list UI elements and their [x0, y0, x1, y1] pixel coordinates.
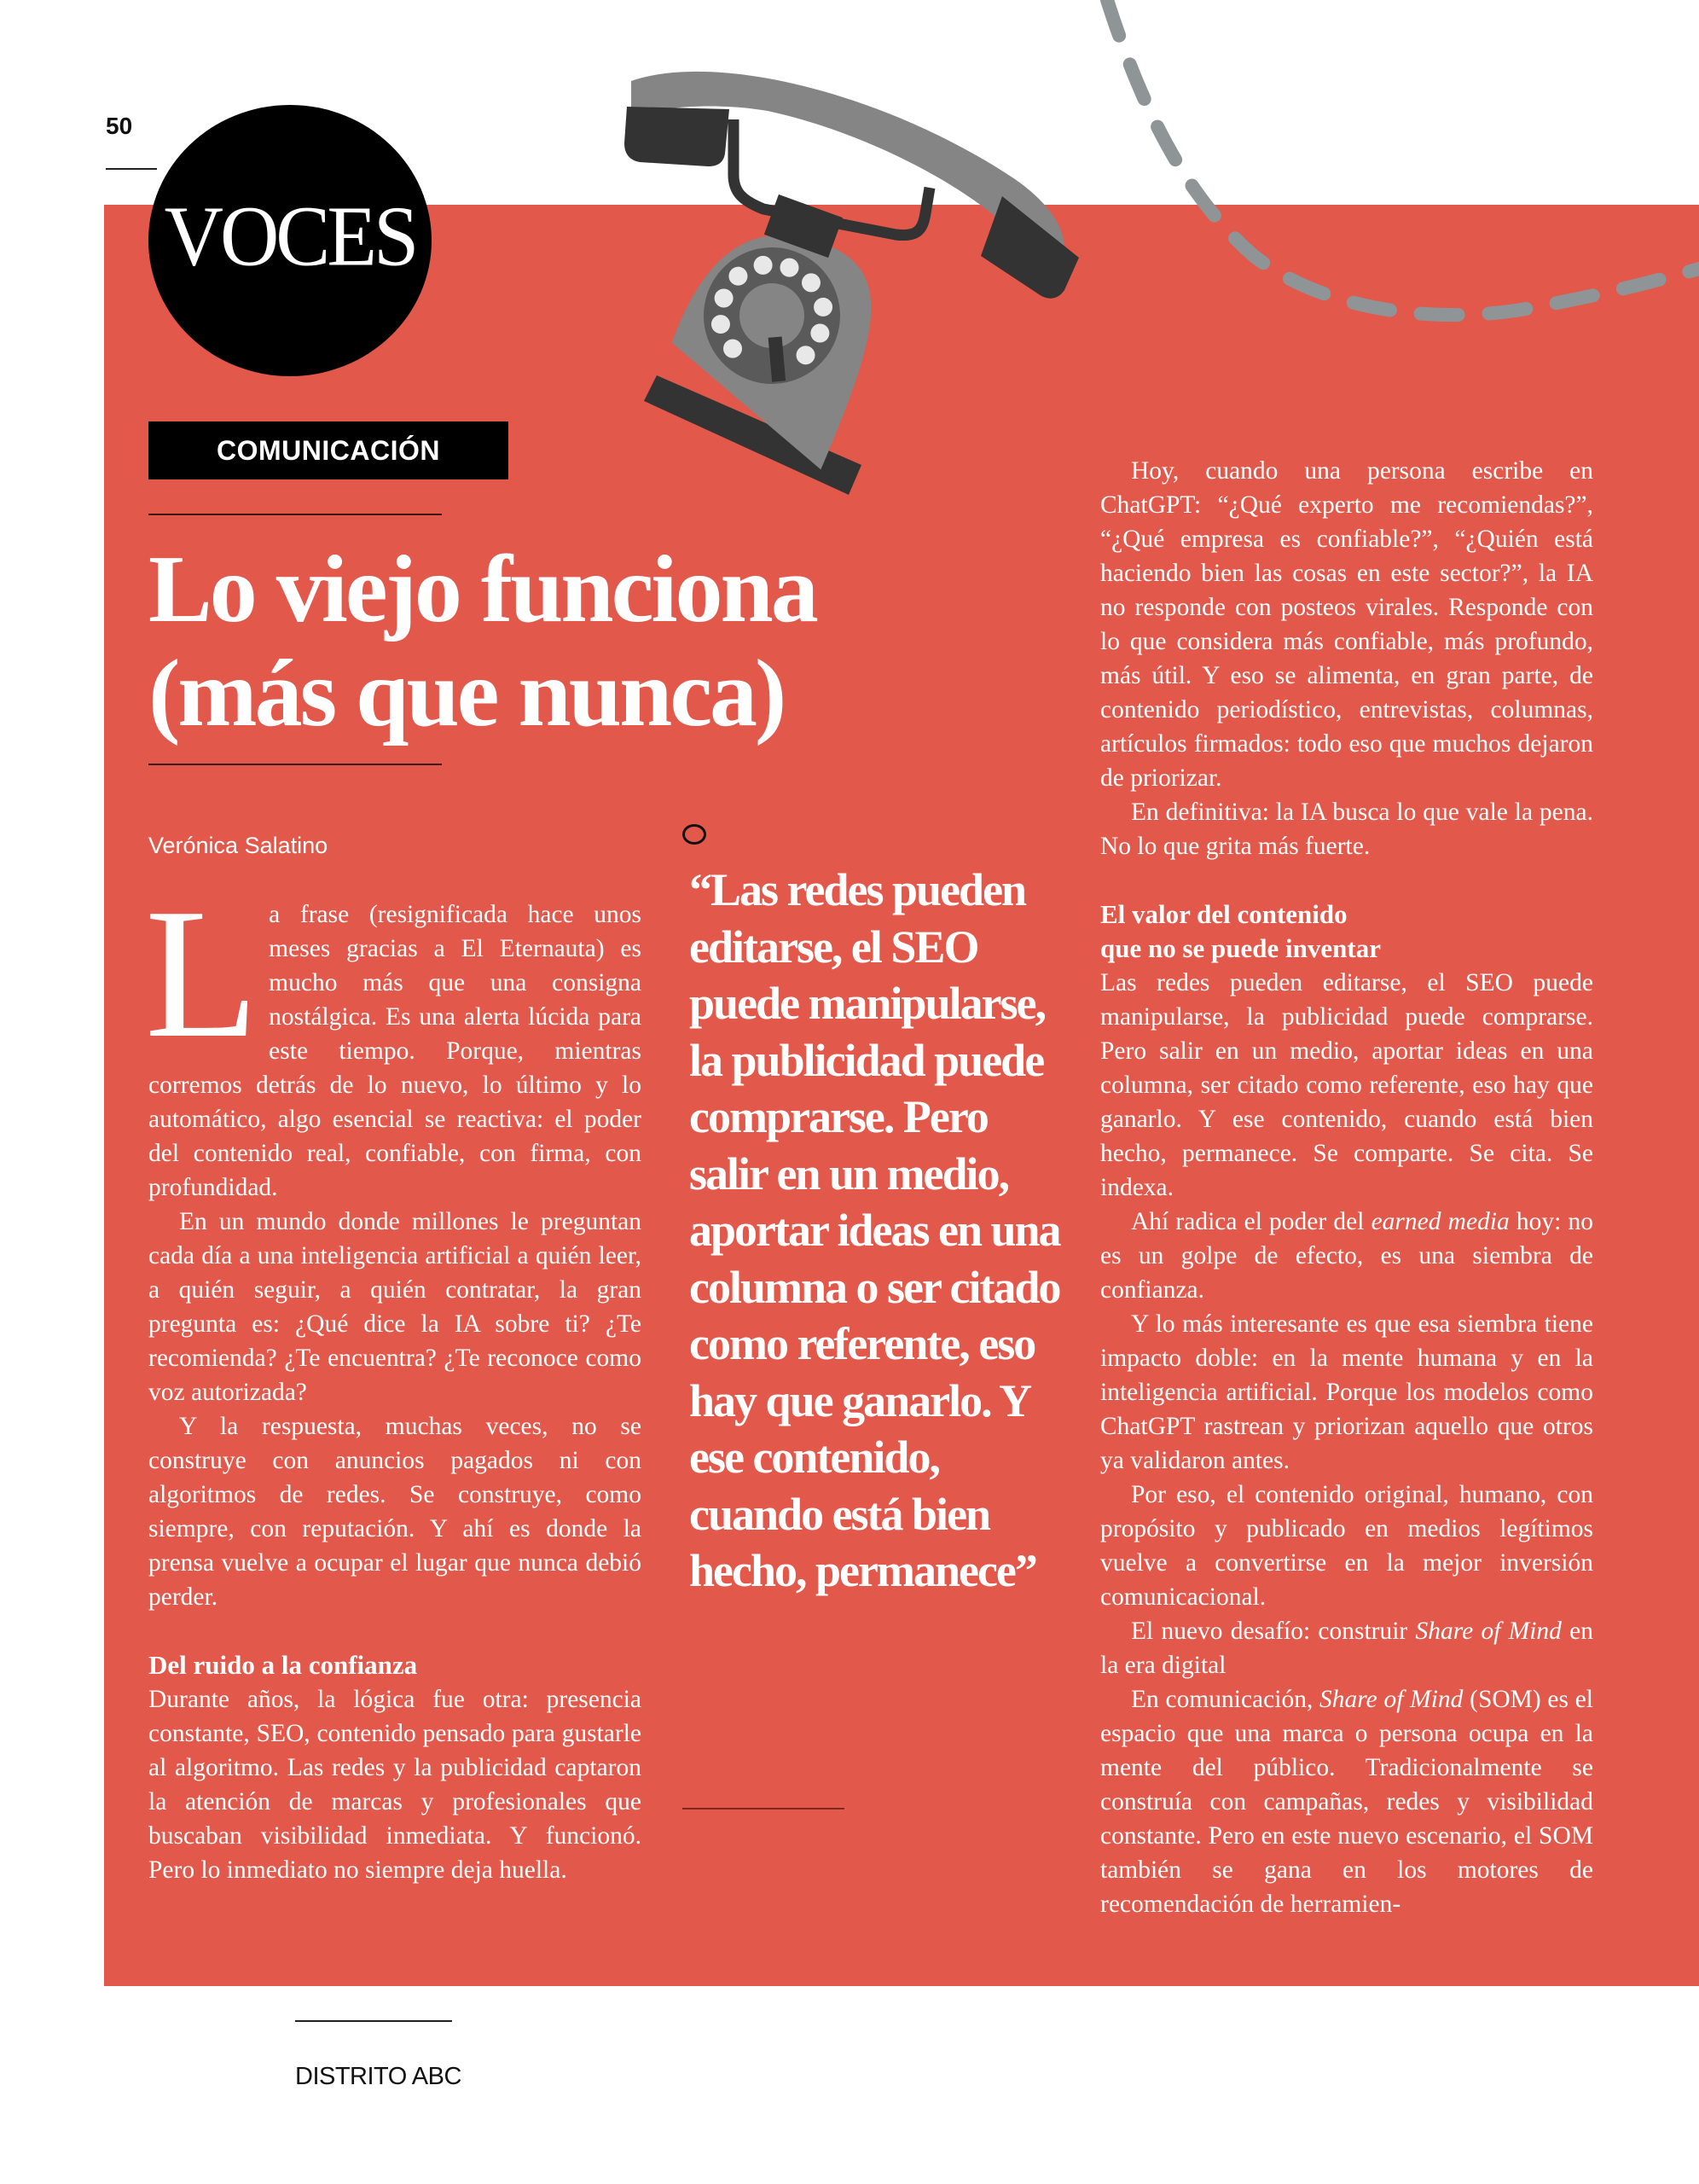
spacer	[1100, 863, 1593, 897]
spacer	[148, 1614, 641, 1648]
article-column-left	[145, 871, 641, 1887]
category-text: COMUNICACIÓN	[217, 434, 440, 466]
text-run: Ahí radica el poder del	[1131, 1208, 1371, 1235]
text-run: En comunicación,	[1131, 1686, 1320, 1713]
category-label	[148, 421, 508, 479]
text-run: (SOM) es el espacio que una marca o persona ocupa en la mente del público. Tradicionalmente se construía con campañas, redes y visibilidad constante. Pero en este nuevo escenario, el SOM también se gana en los motores de recomendación de herramien-	[1100, 1686, 1593, 1918]
pull-quote-rule	[682, 1808, 844, 1809]
paragraph	[1100, 1614, 1593, 1682]
headline	[148, 537, 882, 746]
rotary-telephone-icon	[614, 34, 1143, 495]
publication-name: DISTRITO ABC	[295, 2063, 461, 2090]
section-label: VOCES	[164, 187, 416, 284]
cord-line	[1107, 0, 1699, 315]
paragraph	[1100, 1205, 1593, 1307]
emphasis-text: earned media	[1371, 1208, 1510, 1235]
paragraph: Hoy, cuando una persona escribe en ChatGPT: “¿Qué experto me recomiendas?”, “¿Qué empresa es confiable?”, “¿Quién está haciendo bien las cosas en este sector?”, la IA no responde con posteos virales. Responde con lo que considera más confiable, más profundo, más útil. Y eso se alimenta, en gran parte, de contenido periodístico, entrevistas, columnas, artículos firmados: todo eso que muchos dejaron de priorizar.	[1100, 457, 1593, 792]
page-number: 50	[106, 113, 133, 139]
article-column-right	[1100, 454, 1593, 1921]
emphasis-text: Share of Mind	[1415, 1618, 1562, 1645]
subheading-line: El valor del contenido	[1100, 899, 1348, 929]
text-run: hoy: no es un golpe de efecto, es una siembra de confianza.	[1100, 1208, 1594, 1304]
drop-cap: L	[145, 871, 259, 1077]
paragraph: Las redes pueden editarse, el SEO puede manipularse, la publicidad puede comprarse. Pero salir en un medio, aportar ideas en una columna, ser citado como referente, eso hay que ganarlo. Y ese contenido, cuando está bien hecho, permanece. Se comparte. Se cita. Se indexa.	[1100, 969, 1593, 1201]
emphasis-text: Share of Mind	[1319, 1686, 1464, 1713]
dashed-cord-illustration	[1092, 0, 1699, 341]
headline-rule-top	[148, 514, 442, 515]
paragraph	[1100, 1682, 1593, 1921]
paragraph	[145, 871, 641, 1205]
paragraph: Y la respuesta, muchas veces, no se construye con anuncios pagados ni con algoritmos de redes. Se construye, como siempre, con reputación. Y ahí es donde la prensa vuelve a ocupar el lugar que nunca debió perder.	[148, 1413, 641, 1611]
subheading	[1100, 897, 1593, 966]
page-number-rule	[106, 168, 157, 170]
subheading-line: que no se puede inventar	[1100, 933, 1381, 963]
section-badge	[148, 105, 432, 376]
headline-line: Lo viejo funciona	[148, 537, 816, 642]
pull-quote: “Las redes pueden editarse, el SEO puede manipularse, la publicidad puede comprarse. Pero salir en un medio, aportar ideas en una columna o ser citado como referente, eso hay que ganarlo. Y ese contenido, cuando está bien hecho, permanece”	[689, 864, 1060, 1596]
paragraph: En un mundo donde millones le preguntan cada día a una inteligencia artificial a quién leer, a quién seguir, a quién contratar, la gran pregunta es: ¿Qué dice la IA sobre ti? ¿Te recomienda? ¿Te encuentra? ¿Te reconoce como voz autorizada?	[148, 1208, 641, 1406]
footer-rule	[295, 2020, 452, 2022]
subheading: Del ruido a la confianza	[148, 1650, 418, 1680]
headline-line: (más que nunca)	[148, 641, 785, 746]
quote-marker-icon	[682, 824, 706, 845]
paragraph: Durante años, la lógica fue otra: presencia constante, SEO, contenido pensado para gustarle al algoritmo. Las redes y la publicidad captaron la atención de marcas y profesionales que buscaban visibilidad inmediata. Y funcionó. Pero lo inmediato no siempre deja huella.	[148, 1686, 641, 1884]
text-run: en la era digital	[1100, 1618, 1593, 1679]
paragraph: Y lo más interesante es que esa siembra tiene impacto doble: en la mente humana y en la inteligencia artificial. Porque los modelos como ChatGPT rastrean y priorizan aquello que otros ya validaron antes.	[1100, 1310, 1593, 1474]
paragraph-text: a frase (resignificada hace unos meses gracias a El Eternauta) es mucho más que una consigna nostálgica. Es una alerta lúcida para este tiempo. Porque, mientras corremos detrás de lo nuevo, lo último y lo automático, algo esencial se reactiva: el poder del contenido real, confiable, con firma, con profundidad.	[148, 901, 641, 1201]
paragraph: En definitiva: la IA busca lo que vale la pena. No lo que grita más fuerte.	[1100, 799, 1593, 860]
author-byline: Verónica Salatino	[148, 833, 328, 858]
headline-rule-bottom	[148, 764, 442, 765]
text-run: El nuevo desafío: construir	[1131, 1618, 1416, 1645]
paragraph: Por eso, el contenido original, humano, con propósito y publicado en medios legítimos vuelve a convertirse en la mejor inversión comunicacional.	[1100, 1481, 1593, 1611]
